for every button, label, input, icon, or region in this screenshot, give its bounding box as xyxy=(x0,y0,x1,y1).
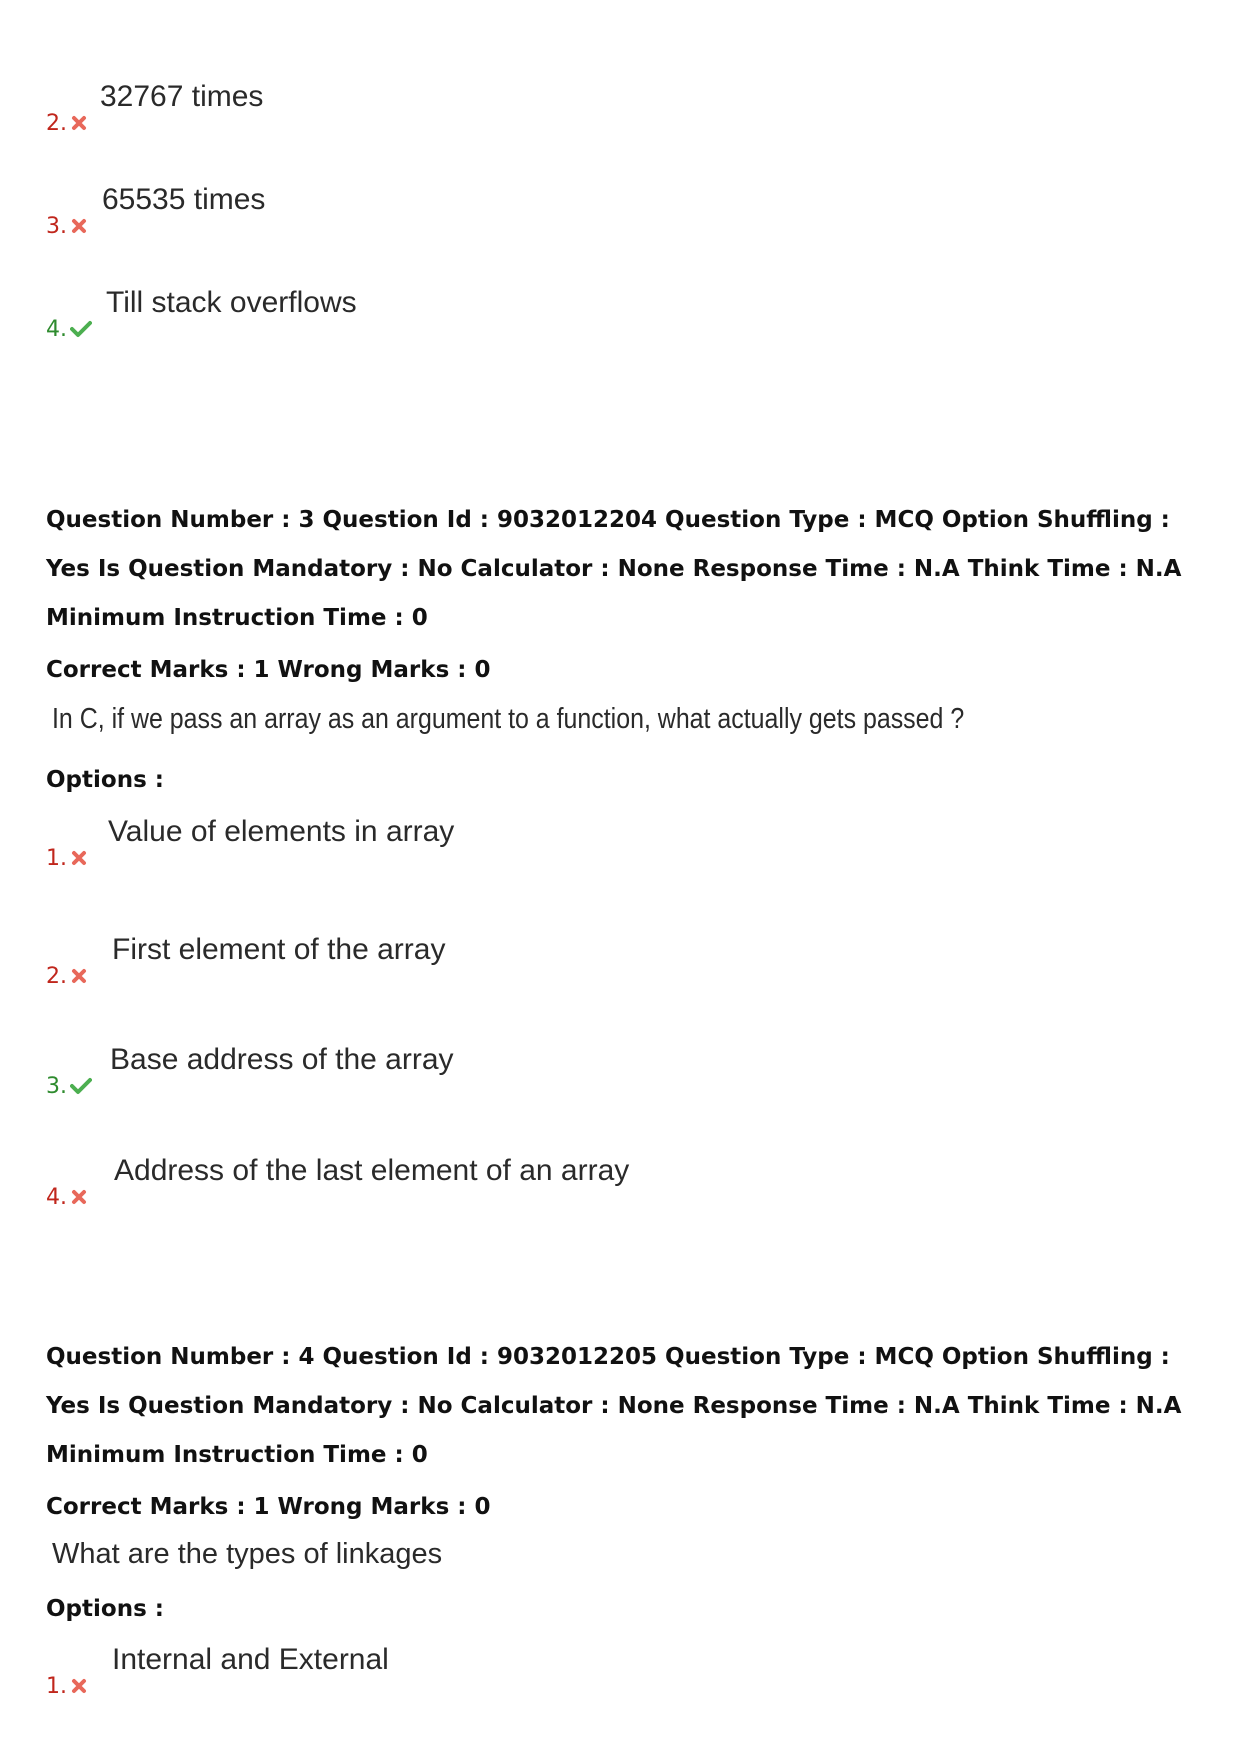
options-label-row xyxy=(46,1596,1206,1632)
question-meta: Question Number : 4 Question Id : 9032012205 Question Type : MCQ Option Shuffling : Yes Is Question Mandatory : No Calculator : None Response Time : N.A Think Time : N.A Minimum Instruction Time : 0 xyxy=(46,1344,1182,1468)
cross-icon xyxy=(70,1188,88,1206)
cross-icon xyxy=(70,217,88,235)
option-row xyxy=(46,815,946,875)
option-row xyxy=(46,1154,946,1214)
option-number: 3. xyxy=(46,214,67,239)
option-number: 4. xyxy=(46,317,67,342)
option-number: 2. xyxy=(46,964,67,989)
option-text: 65535 times xyxy=(102,183,266,216)
option-text: Till stack overflows xyxy=(106,286,357,319)
option-row xyxy=(46,1643,946,1703)
option-text: Value of elements in array xyxy=(108,815,455,848)
question-text-row xyxy=(46,703,1206,747)
option-text: Base address of the array xyxy=(110,1043,454,1076)
option-number: 3. xyxy=(46,1074,67,1099)
option-number: 1. xyxy=(46,1674,67,1699)
question-marks: Correct Marks : 1 Wrong Marks : 0 xyxy=(46,657,491,683)
options-label-row xyxy=(46,767,1206,803)
cross-icon xyxy=(70,114,88,132)
option-row xyxy=(46,1043,946,1103)
option-text: Internal and External xyxy=(112,1643,389,1676)
question-text-row xyxy=(46,1538,1206,1582)
option-number: 4. xyxy=(46,1185,67,1210)
question-text: In C, if we pass an array as an argument to a function, what actually gets passed ? xyxy=(52,703,965,735)
option-text: Address of the last element of an array xyxy=(114,1154,630,1187)
option-row xyxy=(46,286,946,346)
option-row xyxy=(46,933,946,993)
question-block xyxy=(46,496,1206,643)
cross-icon xyxy=(70,1677,88,1695)
option-text: 32767 times xyxy=(100,80,264,113)
option-row xyxy=(46,183,946,243)
question-marks-row xyxy=(46,1494,1206,1534)
option-number: 2. xyxy=(46,111,67,136)
check-icon xyxy=(70,320,92,338)
option-number: 1. xyxy=(46,846,67,871)
options-label: Options : xyxy=(46,767,164,793)
question-block xyxy=(46,1333,1206,1480)
question-text: What are the types of linkages xyxy=(52,1538,443,1570)
cross-icon xyxy=(70,849,88,867)
check-icon xyxy=(70,1077,92,1095)
options-label: Options : xyxy=(46,1596,164,1622)
option-text: First element of the array xyxy=(112,933,446,966)
option-row xyxy=(46,80,946,140)
question-marks-row xyxy=(46,657,1206,697)
question-meta: Question Number : 3 Question Id : 9032012204 Question Type : MCQ Option Shuffling : Yes Is Question Mandatory : No Calculator : None Response Time : N.A Think Time : N.A Minimum Instruction Time : 0 xyxy=(46,507,1182,631)
cross-icon xyxy=(70,967,88,985)
question-marks: Correct Marks : 1 Wrong Marks : 0 xyxy=(46,1494,491,1520)
